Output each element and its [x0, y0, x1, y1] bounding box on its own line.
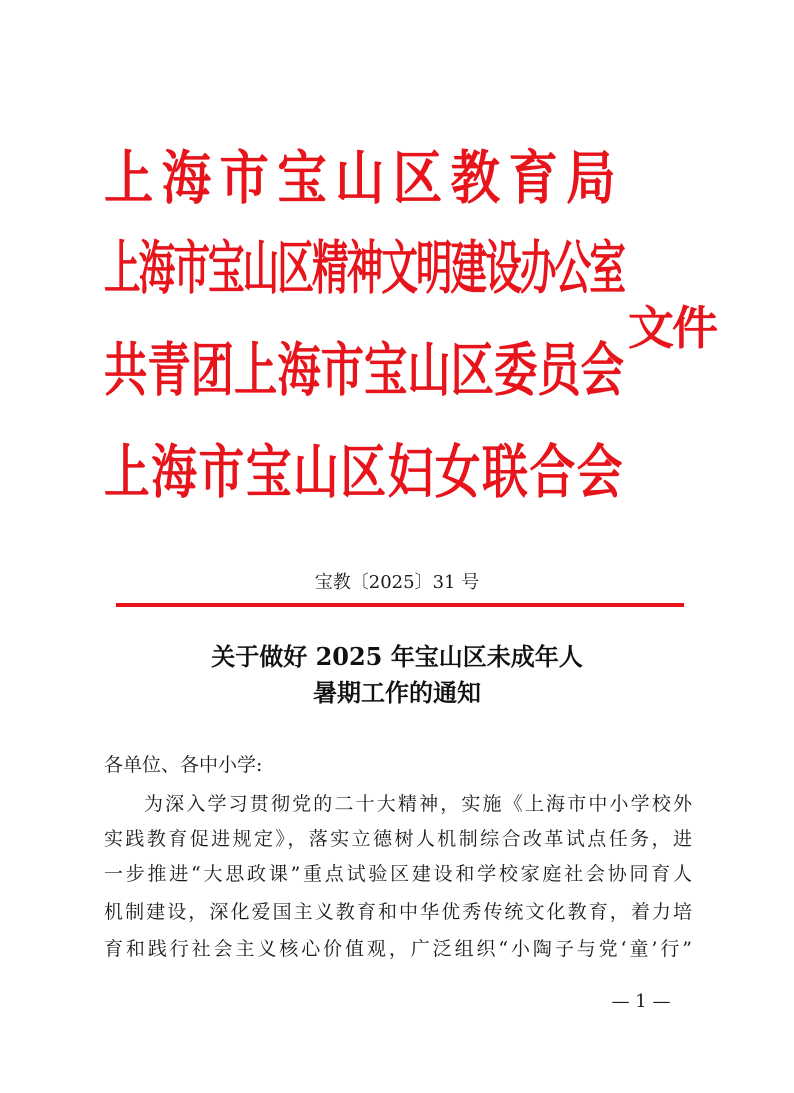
issuer-education-bureau: 上海市宝山区教育局: [104, 144, 625, 212]
body-text-line: 育和践行社会主义核心价值观，广泛组织“小陶子与党‘童’行”: [104, 938, 692, 960]
issuer-youth-league-committee: 共青团上海市宝山区委员会: [104, 336, 625, 404]
document-title-line-2: 暑期工作的通知: [313, 678, 481, 707]
red-divider-line: [116, 603, 684, 607]
document-number: 宝教〔2025〕31 号: [314, 572, 480, 593]
issuer-civilization-office: 上海市宝山区精神文明建设办公室: [104, 234, 625, 302]
body-text-line: 为深入学习贯彻党的二十大精神，实施《上海市中小学校外: [144, 793, 692, 815]
issuer-womens-federation: 上海市宝山区妇女联合会: [104, 438, 625, 506]
body-text-line: 机制建设，深化爱国主义教育和中华优秀传统文化教育，着力培: [104, 901, 692, 923]
body-text-line: 一步推进“大思政课”重点试验区建设和学校家庭社会协同育人: [104, 863, 692, 885]
salutation: 各单位、各中小学:: [104, 754, 263, 776]
document-title-line-1: 关于做好 2025 年宝山区未成年人: [211, 642, 583, 671]
body-text-line: 实践教育促进规定》，落实立德树人机制综合改革试点任务，进: [104, 828, 692, 850]
page-number: — 1 —: [611, 991, 671, 1012]
document-kind-label: 文件: [628, 301, 716, 355]
